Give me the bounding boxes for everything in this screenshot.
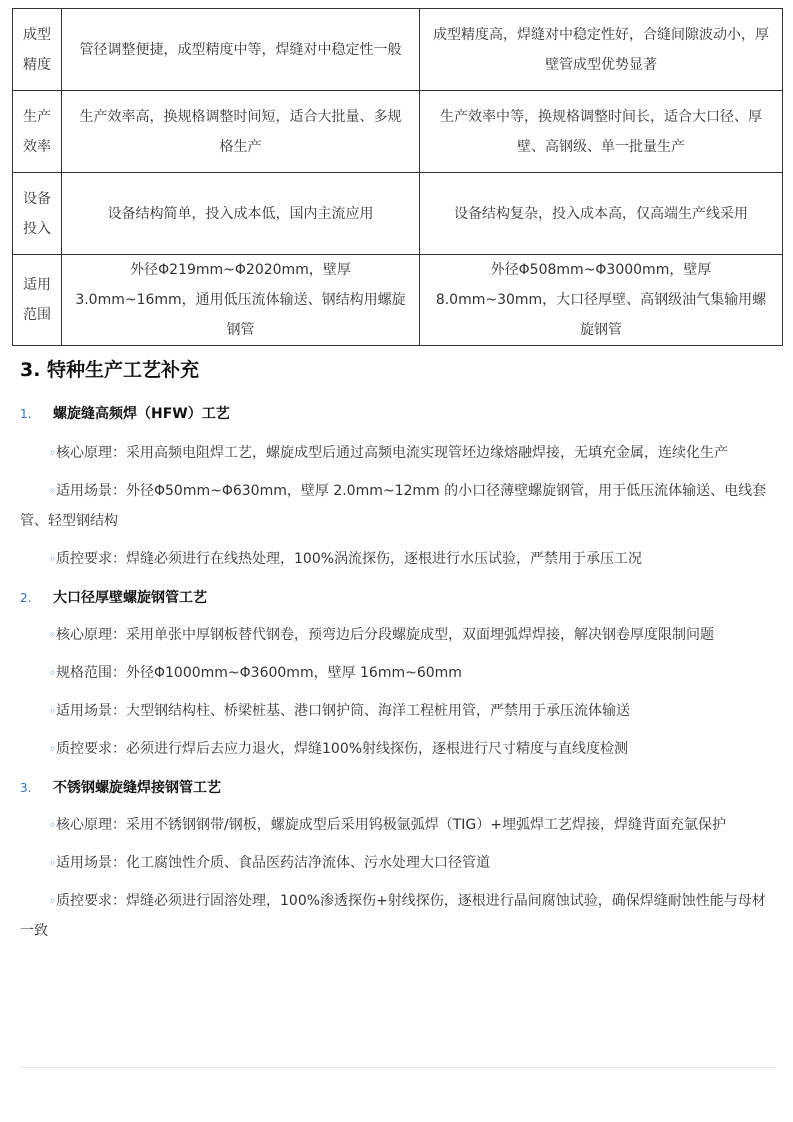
sub-item — [20, 886, 775, 946]
hollow-circle-bullet-icon: ◦ — [49, 666, 57, 680]
sub-item-text: 适用场景：大型钢结构柱、桥梁桩基、港口钢护筒、海洋工程桩用管，严禁用于承压流体输送 — [56, 703, 630, 719]
list-item-title: 大口径厚壁螺旋钢管工艺 — [53, 590, 207, 606]
table-cell: 成型精度高，焊缝对中稳定性好，合缝间隙波动小，厚壁管成型优势显著 — [420, 9, 783, 91]
list-item-title: 不锈钢螺旋缝焊接钢管工艺 — [53, 780, 221, 796]
sub-item-text: 质控要求：焊缝必须进行固溶处理，100%渗透探伤+射线探伤，逐根进行晶间腐蚀试验，确保焊缝耐蚀性能与母材一致 — [20, 893, 766, 939]
table-row — [13, 91, 783, 173]
sub-item — [20, 620, 775, 650]
sub-item — [20, 544, 775, 574]
row-header: 生产效率 — [13, 91, 62, 173]
special-process-section — [20, 356, 775, 946]
table-cell: 外径Φ508mm~Φ3000mm，壁厚 8.0mm~30mm，大口径厚壁、高钢级油气集输用螺旋钢管 — [420, 255, 783, 346]
list-item-head — [20, 400, 775, 428]
sub-item-text: 核心原理：采用单张中厚钢板替代钢卷，预弯边后分段螺旋成型，双面埋弧焊焊接，解决钢卷厚度限制问题 — [56, 627, 714, 643]
list-number: 1. — [20, 407, 32, 421]
hollow-circle-bullet-icon: ◦ — [49, 742, 57, 756]
row-header: 设备投入 — [13, 173, 62, 255]
sub-item-text: 质控要求：焊缝必须进行在线热处理，100%涡流探伤，逐根进行水压试验，严禁用于承压工况 — [56, 551, 643, 567]
sub-item-text: 核心原理：采用高频电阻焊工艺，螺旋成型后通过高频电流实现管坯边缘熔融焊接，无填充金属，连续化生产 — [56, 445, 728, 461]
list-item-title: 螺旋缝高频焊（HFW）工艺 — [53, 406, 230, 422]
list-number: 2. — [20, 591, 32, 605]
hollow-circle-bullet-icon: ◦ — [49, 446, 57, 460]
table-cell: 生产效率中等，换规格调整时间长，适合大口径、厚壁、高钢级、单一批量生产 — [420, 91, 783, 173]
sub-item — [20, 476, 775, 536]
hollow-circle-bullet-icon: ◦ — [49, 484, 57, 498]
section-title: 3. 特种生产工艺补充 — [20, 359, 200, 381]
sub-item-text: 规格范围：外径Φ1000mm~Φ3600mm，壁厚 16mm~60mm — [56, 665, 462, 681]
table-cell: 外径Φ219mm~Φ2020mm，壁厚 3.0mm~16mm，通用低压流体输送、钢结构用螺旋钢管 — [62, 255, 420, 346]
sub-item — [20, 848, 775, 878]
table-row — [13, 9, 783, 91]
list-item-head — [20, 584, 775, 612]
sub-item-text: 核心原理：采用不锈钢钢带/钢板，螺旋成型后采用钨极氩弧焊（TIG）+埋弧焊工艺焊接，焊缝背面充氩保护 — [56, 817, 726, 833]
hollow-circle-bullet-icon: ◦ — [49, 894, 57, 908]
sub-item-text: 质控要求：必须进行焊后去应力退火，焊缝100%射线探伤，逐根进行尺寸精度与直线度检测 — [56, 741, 629, 757]
list-item — [20, 774, 775, 946]
sub-item — [20, 734, 775, 764]
comparison-table-body — [13, 9, 783, 346]
list-item — [20, 584, 775, 764]
table-cell: 生产效率高，换规格调整时间短，适合大批量、多规格生产 — [62, 91, 420, 173]
hollow-circle-bullet-icon: ◦ — [49, 818, 57, 832]
hollow-circle-bullet-icon: ◦ — [49, 552, 57, 566]
table-row — [13, 255, 783, 346]
sub-item — [20, 696, 775, 726]
table-cell: 管径调整便捷，成型精度中等，焊缝对中稳定性一般 — [62, 9, 420, 91]
hollow-circle-bullet-icon: ◦ — [49, 704, 57, 718]
table-cell: 设备结构简单，投入成本低，国内主流应用 — [62, 173, 420, 255]
sub-item-text: 适用场景：外径Φ50mm~Φ630mm，壁厚 2.0mm~12mm 的小口径薄壁螺旋钢管，用于低压流体输送、电线套管、轻型钢结构 — [20, 483, 767, 529]
sub-item — [20, 810, 775, 840]
hollow-circle-bullet-icon: ◦ — [49, 856, 57, 870]
sub-item — [20, 658, 775, 688]
table-cell: 设备结构复杂，投入成本高，仅高端生产线采用 — [420, 173, 783, 255]
row-header: 适用范围 — [13, 255, 62, 346]
comparison-table — [12, 8, 783, 346]
sub-item-text: 适用场景：化工腐蚀性介质、食品医药洁净流体、污水处理大口径管道 — [56, 855, 490, 871]
list-item-head — [20, 774, 775, 802]
list-number: 3. — [20, 781, 32, 795]
list-item — [20, 400, 775, 574]
hollow-circle-bullet-icon: ◦ — [49, 628, 57, 642]
row-header: 成型精度 — [13, 9, 62, 91]
table-row — [13, 173, 783, 255]
bottom-divider — [20, 1067, 775, 1068]
sub-item — [20, 438, 775, 468]
